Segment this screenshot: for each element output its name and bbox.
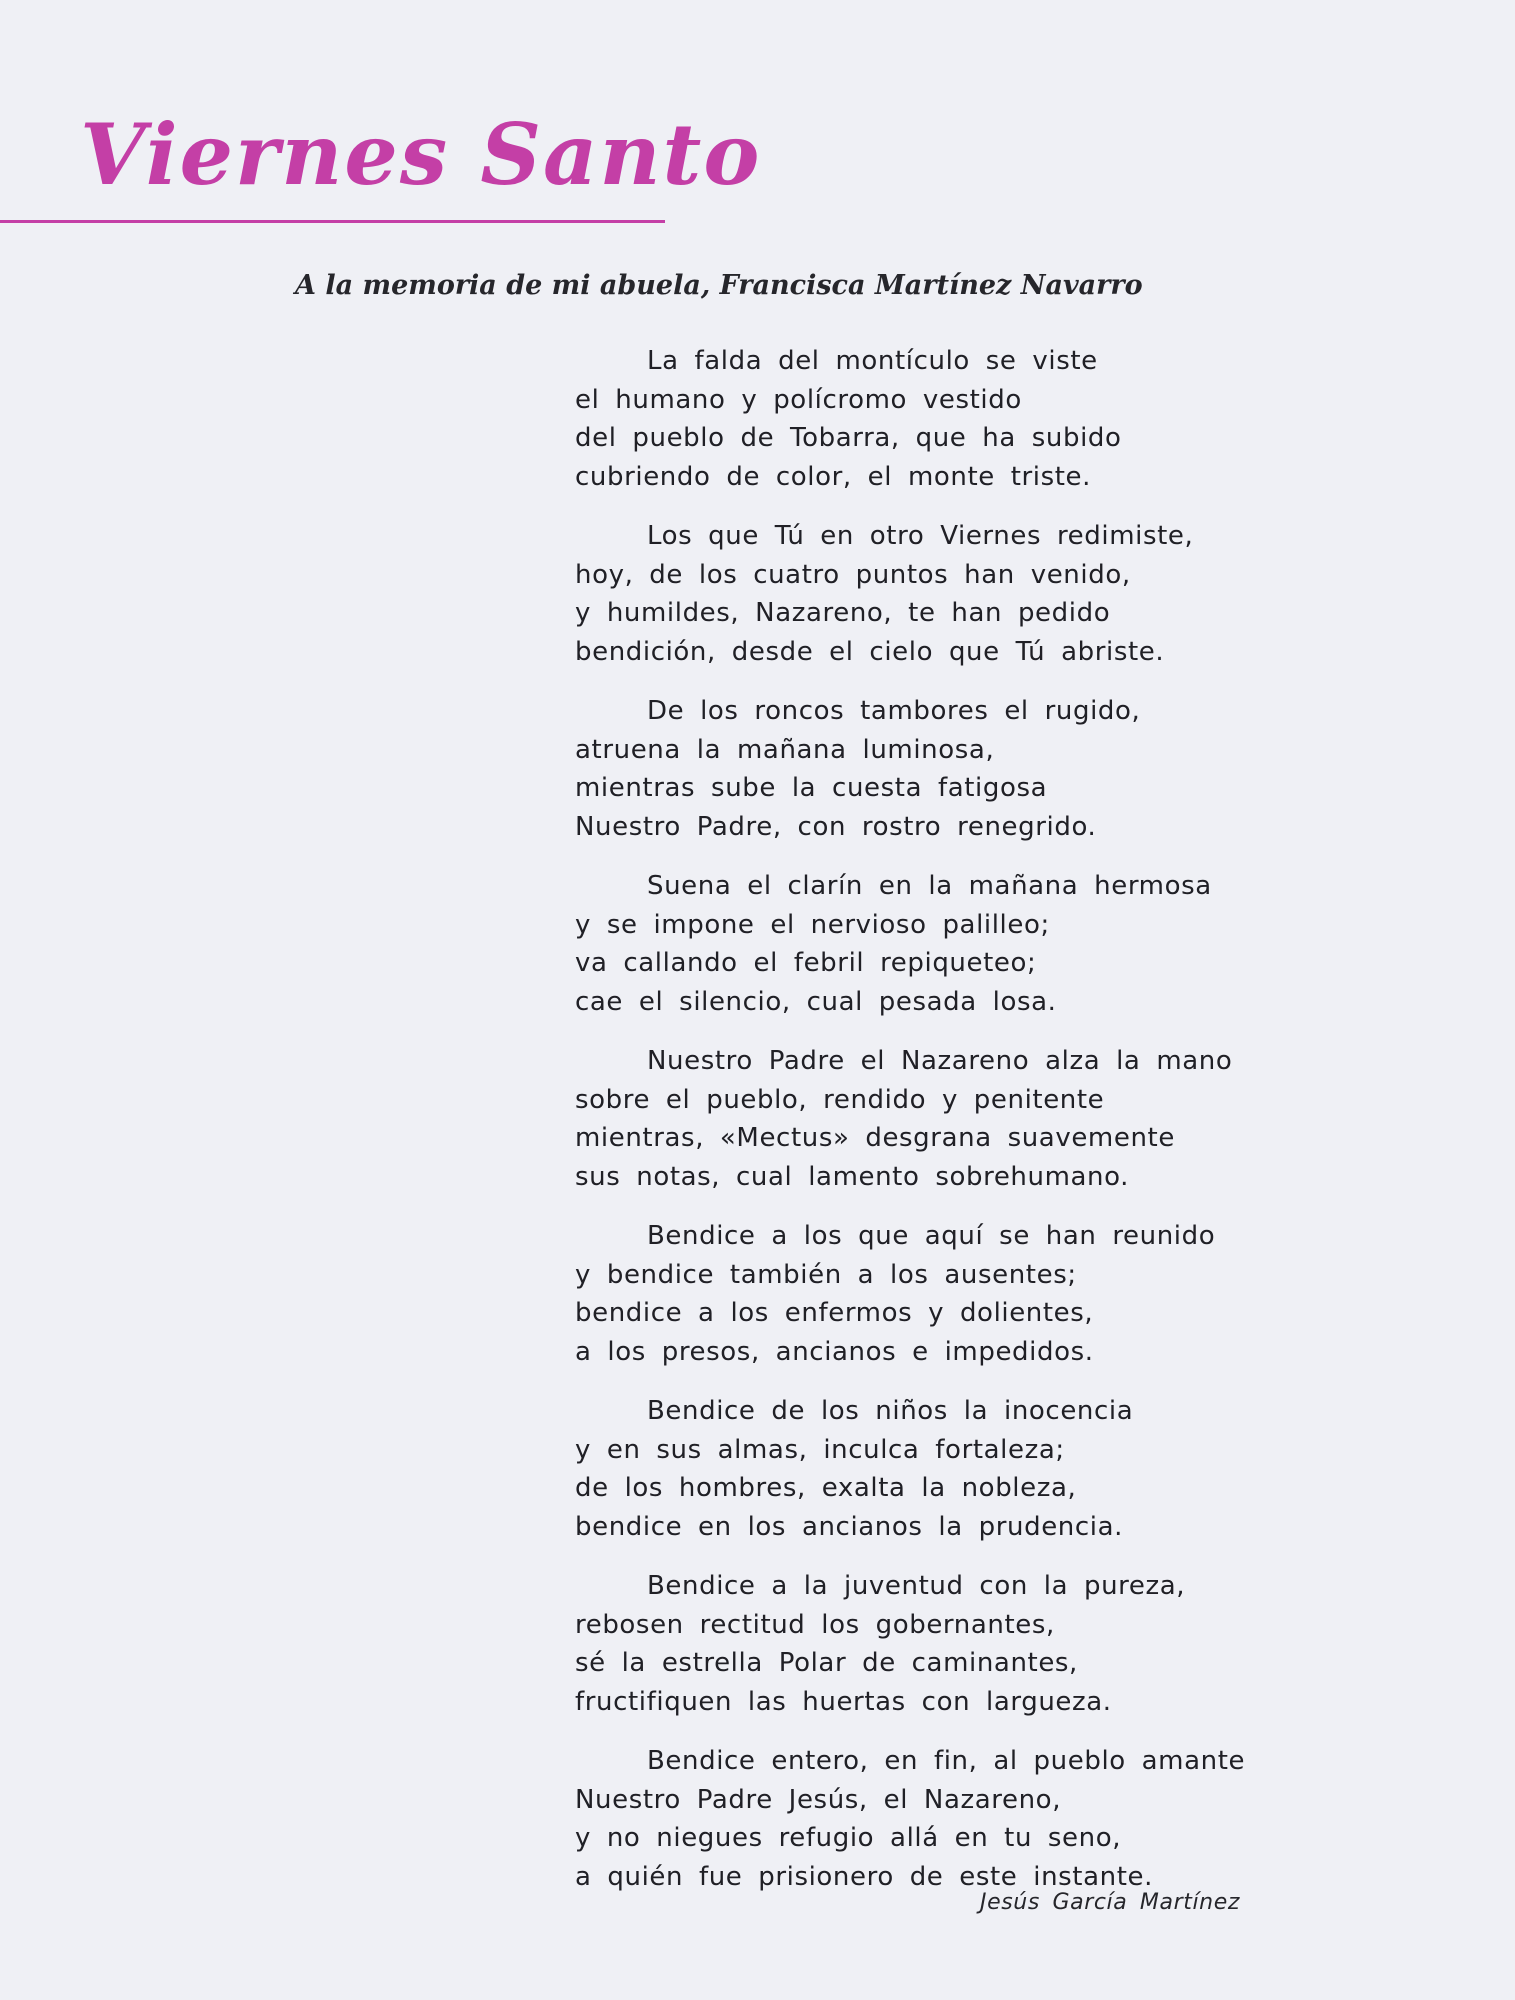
stanza (575, 342, 1335, 496)
stanza (575, 692, 1335, 846)
poem-line: sé la estrella Polar de caminantes, (575, 1648, 1078, 1678)
poem-line: el humano y polícromo vestido (575, 384, 1022, 415)
poem-line: va callando el febril repiqueteo; (575, 948, 1037, 978)
poem-line: sobre el pueblo, rendido y penitente (575, 1084, 1105, 1115)
stanza (575, 867, 1335, 1021)
poem-line: mientras, «Mectus» desgrana suavemente (575, 1123, 1175, 1153)
poem-line: Bendice entero, en fin, al pueblo amante (647, 1746, 1246, 1776)
poem-line: Nuestro Padre Jesús, el Nazareno, (575, 1784, 1062, 1815)
poem-line: cubriendo de color, el monte triste. (575, 461, 1092, 492)
stanza (575, 1742, 1335, 1896)
poem-line: y no niegues refugio allá en tu seno, (575, 1823, 1122, 1853)
poem-line: fructifiquen las huertas con largueza. (575, 1686, 1112, 1717)
dedication: A la memoria de mi abuela, Francisca Martínez Navarro (295, 270, 1143, 301)
poem-line: cae el silencio, cual pesada losa. (575, 986, 1057, 1017)
stanza (575, 1567, 1335, 1721)
poem-line: sus notas, cual lamento sobrehumano. (575, 1161, 1130, 1192)
poem-line: Bendice a los que aquí se han reunido (647, 1221, 1216, 1251)
poem-line: Los que Tú en otro Viernes redimiste, (647, 521, 1194, 551)
author-signature: Jesús García Martínez (979, 1890, 1240, 1915)
poem-line: Nuestro Padre, con rostro renegrido. (575, 811, 1097, 842)
stanza (575, 1392, 1335, 1546)
poem-line: a quién fue prisionero de este instante. (575, 1861, 1153, 1892)
poem-line: y se impone el nervioso palilleo; (575, 909, 1050, 940)
page-title: Viernes Santo (80, 105, 762, 204)
poem-line: del pueblo de Tobarra, que ha subido (575, 423, 1122, 453)
poem-line: bendición, desde el cielo que Tú abriste. (575, 636, 1165, 667)
poem-line: mientras sube la cuesta fatigosa (575, 773, 1048, 803)
poem-line: y bendice también a los ausentes; (575, 1259, 1077, 1290)
poem-line: Suena el clarín en la mañana hermosa (647, 871, 1212, 901)
stanza (575, 1217, 1335, 1371)
title-underline (0, 220, 665, 223)
poem-line: a los presos, ancianos e impedidos. (575, 1336, 1094, 1367)
poem (575, 342, 1335, 1917)
poem-line: De los roncos tambores el rugido, (647, 696, 1141, 726)
poem-line: y en sus almas, inculca fortaleza; (575, 1434, 1065, 1465)
poem-line: bendice en los ancianos la prudencia. (575, 1511, 1123, 1542)
poem-line: Nuestro Padre el Nazareno alza la mano (647, 1046, 1233, 1076)
poem-line: Bendice a la juventud con la pureza, (647, 1571, 1186, 1601)
poem-line: Bendice de los niños la inocencia (647, 1396, 1134, 1426)
poem-line: La falda del montículo se viste (647, 346, 1098, 376)
poem-line: de los hombres, exalta la nobleza, (575, 1473, 1077, 1503)
poem-line: bendice a los enfermos y dolientes, (575, 1298, 1094, 1328)
stanza (575, 517, 1335, 671)
stanza (575, 1042, 1335, 1196)
poem-line: rebosen rectitud los gobernantes, (575, 1609, 1055, 1640)
poem-line: y humildes, Nazareno, te han pedido (575, 598, 1111, 628)
poem-line: atruena la mañana luminosa, (575, 734, 995, 765)
poem-line: hoy, de los cuatro puntos han venido, (575, 559, 1131, 590)
